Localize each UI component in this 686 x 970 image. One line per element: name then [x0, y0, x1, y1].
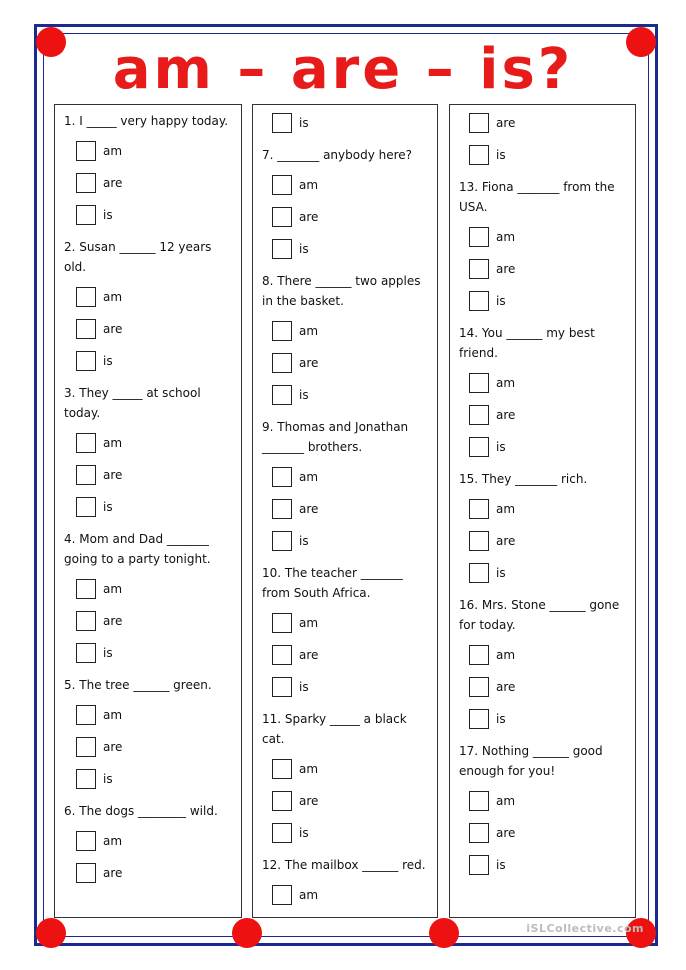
answer-option[interactable]: [262, 233, 429, 265]
answer-option[interactable]: [262, 169, 429, 201]
checkbox[interactable]: [76, 433, 96, 453]
answer-option[interactable]: [459, 285, 627, 317]
answer-option[interactable]: [262, 107, 429, 139]
red-dot-icon: [232, 918, 262, 948]
question-text: 13. Fiona _______ from the USA.: [459, 180, 615, 214]
question-text: 1. I _____ very happy today.: [64, 114, 229, 128]
answer-option[interactable]: [262, 817, 429, 849]
answer-option[interactable]: [64, 199, 233, 231]
question-text: 2. Susan ______ 12 years old.: [64, 240, 212, 274]
option-label: is: [496, 858, 506, 872]
checkbox[interactable]: [76, 769, 96, 789]
checkbox[interactable]: [272, 499, 292, 519]
answer-option[interactable]: [262, 379, 429, 411]
checkbox[interactable]: [272, 791, 292, 811]
answer-options: [262, 315, 429, 411]
answer-option[interactable]: [64, 167, 233, 199]
checkbox[interactable]: [272, 207, 292, 227]
answer-option[interactable]: [262, 347, 429, 379]
checkbox[interactable]: [272, 823, 292, 843]
answer-options: [64, 825, 233, 889]
option-label: am: [103, 834, 123, 848]
option-label: is: [496, 440, 506, 454]
answer-options: [262, 461, 429, 557]
option-label: is: [103, 772, 113, 786]
option-label: is: [299, 534, 309, 548]
answer-option[interactable]: [459, 399, 627, 431]
answer-option[interactable]: [64, 699, 233, 731]
option-label: is: [299, 826, 309, 840]
answer-option[interactable]: [262, 525, 429, 557]
answer-option[interactable]: [459, 139, 627, 171]
option-label: are: [103, 176, 123, 190]
option-label: is: [496, 566, 506, 580]
checkbox[interactable]: [272, 385, 292, 405]
option-label: am: [496, 230, 516, 244]
option-label: are: [496, 680, 516, 694]
checkbox[interactable]: [469, 855, 489, 875]
option-label: am: [299, 616, 319, 630]
option-label: is: [103, 208, 113, 222]
answer-options: [459, 367, 627, 463]
option-label: is: [299, 116, 309, 130]
checkbox[interactable]: [469, 791, 489, 811]
answer-option[interactable]: [262, 201, 429, 233]
answer-options: [64, 573, 233, 669]
answer-option[interactable]: [459, 557, 627, 589]
answer-option[interactable]: [459, 493, 627, 525]
question-text: 10. The teacher _______ from South Africa.: [262, 566, 403, 600]
option-label: am: [496, 502, 516, 516]
question-text: 16. Mrs. Stone ______ gone for today.: [459, 598, 620, 632]
answer-option[interactable]: [64, 281, 233, 313]
checkbox[interactable]: [469, 373, 489, 393]
answer-option[interactable]: [64, 135, 233, 167]
answer-option[interactable]: [64, 857, 233, 889]
checkbox[interactable]: [76, 287, 96, 307]
answer-option[interactable]: [459, 367, 627, 399]
answer-options: [262, 607, 429, 703]
answer-option[interactable]: [64, 637, 233, 669]
option-label: are: [103, 740, 123, 754]
option-label: are: [103, 468, 123, 482]
checkbox[interactable]: [76, 319, 96, 339]
option-label: are: [496, 262, 516, 276]
answer-option[interactable]: [459, 525, 627, 557]
option-label: am: [496, 376, 516, 390]
answer-option[interactable]: [262, 753, 429, 785]
answer-option[interactable]: [459, 785, 627, 817]
option-label: are: [103, 322, 123, 336]
option-label: is: [496, 148, 506, 162]
checkbox[interactable]: [76, 173, 96, 193]
checkbox[interactable]: [272, 113, 292, 133]
question-column-3: [449, 104, 636, 918]
answer-option[interactable]: [459, 703, 627, 735]
question-text: 8. There ______ two apples in the basket.: [262, 274, 421, 308]
answer-option[interactable]: [64, 345, 233, 377]
checkbox[interactable]: [469, 531, 489, 551]
checkbox[interactable]: [469, 823, 489, 843]
answer-option[interactable]: [64, 763, 233, 795]
answer-option[interactable]: [459, 431, 627, 463]
checkbox[interactable]: [272, 885, 292, 905]
option-label: are: [299, 356, 319, 370]
option-label: are: [103, 866, 123, 880]
checkbox[interactable]: [469, 291, 489, 311]
option-label: is: [103, 646, 113, 660]
option-label: is: [496, 712, 506, 726]
option-label: is: [299, 388, 309, 402]
question-text: 5. The tree ______ green.: [64, 678, 212, 692]
option-label: am: [103, 582, 123, 596]
option-label: are: [496, 116, 516, 130]
answer-option[interactable]: [64, 605, 233, 637]
answer-options: [64, 135, 233, 231]
answer-option[interactable]: [64, 313, 233, 345]
answer-option[interactable]: [262, 607, 429, 639]
option-label: are: [299, 210, 319, 224]
option-label: are: [299, 794, 319, 808]
checkbox[interactable]: [272, 759, 292, 779]
option-label: are: [496, 534, 516, 548]
option-label: am: [103, 708, 123, 722]
option-label: is: [103, 500, 113, 514]
red-dot-icon: [36, 918, 66, 948]
option-label: are: [299, 502, 319, 516]
checkbox[interactable]: [76, 497, 96, 517]
checkbox[interactable]: [272, 321, 292, 341]
answer-option[interactable]: [459, 639, 627, 671]
answer-option[interactable]: [459, 221, 627, 253]
option-label: is: [103, 354, 113, 368]
checkbox[interactable]: [76, 579, 96, 599]
question-text: 4. Mom and Dad _______ going to a party tonight.: [64, 532, 211, 566]
checkbox[interactable]: [469, 499, 489, 519]
checkbox[interactable]: [272, 613, 292, 633]
checkbox[interactable]: [76, 737, 96, 757]
option-label: am: [103, 144, 123, 158]
checkbox[interactable]: [76, 643, 96, 663]
question-text: 3. They _____ at school today.: [64, 386, 201, 420]
option-label: are: [103, 614, 123, 628]
answer-option[interactable]: [64, 491, 233, 523]
answer-option[interactable]: [262, 639, 429, 671]
checkbox[interactable]: [272, 531, 292, 551]
answer-option[interactable]: [64, 427, 233, 459]
checkbox[interactable]: [469, 227, 489, 247]
option-label: am: [496, 794, 516, 808]
checkbox[interactable]: [76, 611, 96, 631]
answer-options: [459, 785, 627, 881]
option-label: am: [299, 762, 319, 776]
answer-options: [262, 169, 429, 265]
question-text: 7. _______ anybody here?: [262, 148, 413, 162]
answer-options: [459, 107, 627, 171]
answer-option[interactable]: [64, 459, 233, 491]
answer-options: [262, 107, 429, 139]
watermark: iSLCollective.com: [526, 922, 644, 935]
answer-option[interactable]: [262, 785, 429, 817]
checkbox[interactable]: [469, 645, 489, 665]
answer-option[interactable]: [459, 107, 627, 139]
question-text: 17. Nothing ______ good enough for you!: [459, 744, 603, 778]
checkbox[interactable]: [469, 405, 489, 425]
checkbox[interactable]: [469, 563, 489, 583]
option-label: am: [299, 324, 319, 338]
option-label: am: [103, 290, 123, 304]
answer-option[interactable]: [64, 731, 233, 763]
checkbox[interactable]: [272, 467, 292, 487]
question-text: 15. They _______ rich.: [459, 472, 588, 486]
question-text: 14. You ______ my best friend.: [459, 326, 595, 360]
answer-option[interactable]: [459, 253, 627, 285]
answer-option[interactable]: [262, 493, 429, 525]
answer-options: [262, 879, 429, 911]
question-column-1: [54, 104, 242, 918]
option-label: am: [299, 888, 319, 902]
answer-options: [64, 699, 233, 795]
option-label: is: [299, 680, 309, 694]
answer-option[interactable]: [262, 461, 429, 493]
question-text: 11. Sparky _____ a black cat.: [262, 712, 407, 746]
answer-options: [64, 427, 233, 523]
red-dot-icon: [429, 918, 459, 948]
answer-option[interactable]: [459, 849, 627, 881]
page-title: am – are – is?: [112, 37, 574, 102]
answer-options: [459, 493, 627, 589]
answer-options: [262, 753, 429, 849]
checkbox[interactable]: [469, 113, 489, 133]
question-text: 9. Thomas and Jonathan _______ brothers.: [262, 420, 409, 454]
option-label: are: [496, 826, 516, 840]
answer-option[interactable]: [262, 315, 429, 347]
answer-option[interactable]: [64, 573, 233, 605]
checkbox[interactable]: [469, 677, 489, 697]
checkbox[interactable]: [76, 465, 96, 485]
checkbox[interactable]: [469, 145, 489, 165]
answer-option[interactable]: [64, 825, 233, 857]
checkbox[interactable]: [272, 239, 292, 259]
option-label: is: [299, 242, 309, 256]
checkbox[interactable]: [272, 645, 292, 665]
checkbox[interactable]: [272, 353, 292, 373]
checkbox[interactable]: [76, 205, 96, 225]
checkbox[interactable]: [469, 709, 489, 729]
answer-options: [64, 281, 233, 377]
option-label: is: [496, 294, 506, 308]
checkbox[interactable]: [76, 705, 96, 725]
checkbox[interactable]: [76, 863, 96, 883]
answer-option[interactable]: [459, 817, 627, 849]
option-label: am: [103, 436, 123, 450]
answer-option[interactable]: [262, 879, 429, 911]
checkbox[interactable]: [76, 351, 96, 371]
checkbox[interactable]: [469, 259, 489, 279]
checkbox[interactable]: [76, 141, 96, 161]
question-text: 6. The dogs ________ wild.: [64, 804, 218, 818]
option-label: am: [299, 178, 319, 192]
question-column-2: [252, 104, 438, 918]
answer-option[interactable]: [262, 671, 429, 703]
checkbox[interactable]: [76, 831, 96, 851]
checkbox[interactable]: [469, 437, 489, 457]
question-text: 12. The mailbox ______ red.: [262, 858, 426, 872]
checkbox[interactable]: [272, 175, 292, 195]
answer-option[interactable]: [459, 671, 627, 703]
answer-options: [459, 639, 627, 735]
option-label: are: [299, 648, 319, 662]
checkbox[interactable]: [272, 677, 292, 697]
answer-options: [459, 221, 627, 317]
option-label: am: [299, 470, 319, 484]
option-label: are: [496, 408, 516, 422]
option-label: am: [496, 648, 516, 662]
